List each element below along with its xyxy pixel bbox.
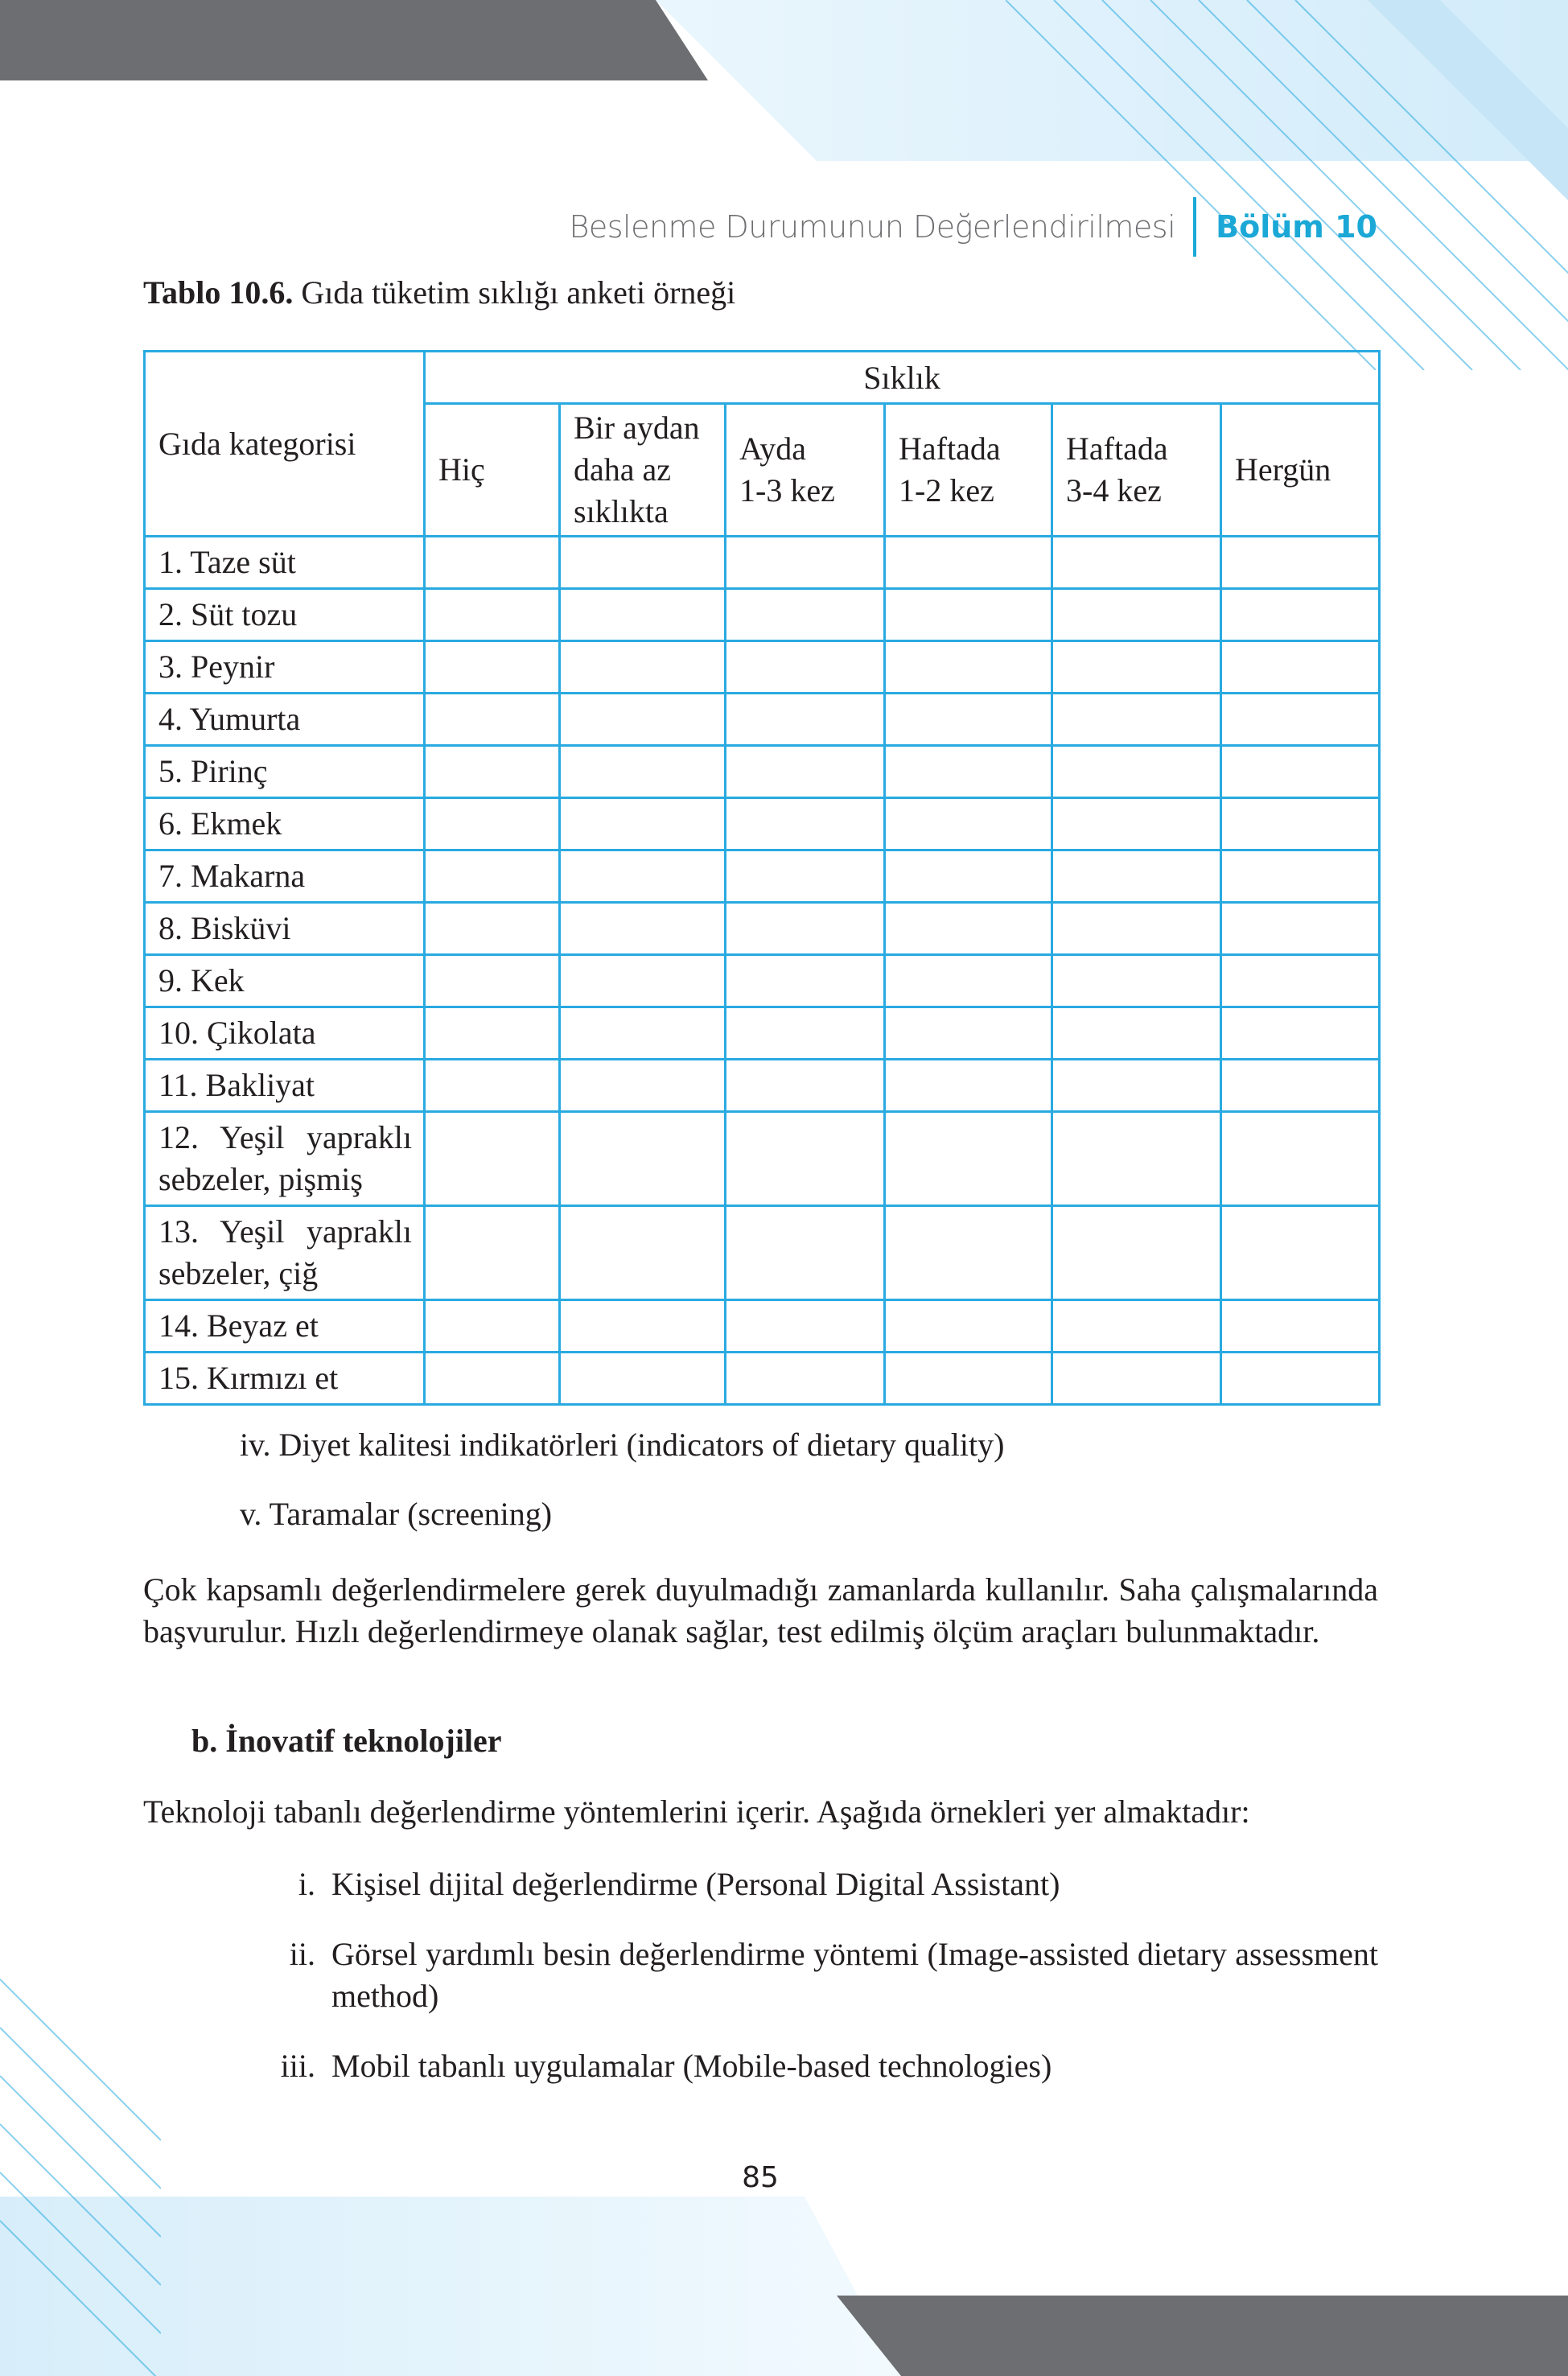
frequency-answer-cell — [1221, 641, 1380, 694]
food-category-cell: 6. Ekmek — [145, 798, 425, 850]
food-category-cell: 13. Yeşil yapraklı sebzeler, çiğ — [145, 1206, 425, 1300]
chapter-label — [1216, 209, 1377, 245]
food-category-cell: 5. Pirinç — [145, 746, 425, 798]
list-item-iv: iv. Diyet kalitesi indikatörleri (indicators of dietary quality) — [240, 1427, 1005, 1463]
food-category-cell: 4. Yumurta — [145, 694, 425, 746]
frequency-answer-cell — [726, 1206, 885, 1300]
frequency-answer-cell — [425, 1206, 560, 1300]
frequency-answer-cell — [885, 1007, 1052, 1060]
table-row — [145, 798, 1380, 850]
frequency-column-header: Hiç — [425, 404, 560, 537]
frequency-answer-cell — [1052, 955, 1221, 1007]
frequency-answer-cell — [885, 589, 1052, 641]
list-marker: ii. — [289, 1936, 315, 1972]
frequency-answer-cell — [425, 955, 560, 1007]
frequency-answer-cell — [425, 589, 560, 641]
frequency-answer-cell — [560, 903, 726, 955]
frequency-answer-cell — [1221, 798, 1380, 850]
frequency-answer-cell — [726, 589, 885, 641]
table-row — [145, 850, 1380, 903]
technology-list-item — [0, 2045, 1568, 2134]
frequency-answer-cell — [1221, 955, 1380, 1007]
frequency-answer-cell — [425, 537, 560, 589]
frequency-answer-cell — [726, 903, 885, 955]
chapter-word: Bölüm — [1216, 209, 1324, 245]
frequency-answer-cell — [726, 641, 885, 694]
frequency-answer-cell — [885, 746, 1052, 798]
paragraph-1: Çok kapsamlı değerlendirmelere gerek duyulmadığı zamanlarda kullanılır. Saha çalışmalarında başvurulur. Hızlı değerlendirmeye olanak sağlar, test edilmiş ölçüm araçları bulunmaktadır. — [143, 1571, 1378, 1649]
frequency-answer-cell — [1221, 903, 1380, 955]
food-category-cell: 15. Kırmızı et — [145, 1353, 425, 1405]
frequency-answer-cell — [726, 1112, 885, 1206]
top-dark-band — [0, 0, 708, 80]
frequency-answer-cell — [425, 1353, 560, 1405]
frequency-answer-cell — [560, 589, 726, 641]
table-row — [145, 1007, 1380, 1060]
table-row — [145, 1353, 1380, 1405]
frequency-answer-cell — [885, 798, 1052, 850]
frequency-answer-cell — [885, 1112, 1052, 1206]
frequency-answer-cell — [1052, 1300, 1221, 1353]
frequency-answer-cell — [885, 1300, 1052, 1353]
table-row — [145, 955, 1380, 1007]
frequency-answer-cell — [1221, 1007, 1380, 1060]
frequency-answer-cell — [1052, 798, 1221, 850]
frequency-answer-cell — [560, 746, 726, 798]
frequency-answer-cell — [425, 850, 560, 903]
frequency-answer-cell — [425, 746, 560, 798]
frequency-answer-cell — [1221, 1206, 1380, 1300]
frequency-answer-cell — [560, 1353, 726, 1405]
frequency-answer-cell — [726, 1007, 885, 1060]
table-row — [145, 903, 1380, 955]
section-title: Beslenme Durumunun Değerlendirilmesi — [569, 209, 1176, 245]
frequency-answer-cell — [1052, 1206, 1221, 1300]
list-item-v: v. Taramalar (screening) — [240, 1496, 553, 1532]
frequency-answer-cell — [425, 694, 560, 746]
frequency-answer-cell — [1221, 1112, 1380, 1206]
frequency-answer-cell — [885, 1206, 1052, 1300]
frequency-column-header: Haftada 1-2 kez — [885, 404, 1052, 537]
table-row — [145, 1300, 1380, 1353]
frequency-answer-cell — [560, 1300, 726, 1353]
bottom-light-band — [0, 2197, 901, 2376]
frequency-answer-cell — [1221, 694, 1380, 746]
frequency-answer-cell — [1052, 641, 1221, 694]
food-category-cell: 2. Süt tozu — [145, 589, 425, 641]
frequency-answer-cell — [885, 641, 1052, 694]
list-text: Kişisel dijital değerlendirme (Personal Digital Assistant) — [331, 1866, 1060, 1902]
frequency-answer-cell — [425, 903, 560, 955]
frequency-answer-cell — [726, 1060, 885, 1112]
frequency-answer-cell — [885, 955, 1052, 1007]
page-number: 85 — [742, 2161, 779, 2194]
table-caption-number: Tablo 10.6. — [143, 274, 294, 311]
heading-innovative-technologies: b. İnovatif teknolojiler — [191, 1723, 502, 1759]
frequency-answer-cell — [726, 1300, 885, 1353]
frequency-answer-cell — [425, 1300, 560, 1353]
frequency-answer-cell — [1052, 1007, 1221, 1060]
table-caption — [143, 274, 735, 311]
frequency-answer-cell — [1221, 589, 1380, 641]
table-caption-text: Gıda tüketim sıklığı anketi örneği — [301, 274, 736, 311]
table-row — [145, 537, 1380, 589]
frequency-answer-cell — [885, 694, 1052, 746]
frequency-answer-cell — [425, 641, 560, 694]
frequency-column-header: Ayda 1-3 kez — [726, 404, 885, 537]
frequency-answer-cell — [1052, 746, 1221, 798]
food-frequency-table — [143, 350, 1381, 1406]
frequency-answer-cell — [560, 1060, 726, 1112]
frequency-column-header: Hergün — [1221, 404, 1380, 537]
list-text: Görsel yardımlı besin değerlendirme yöntemi (Image-assisted dietary assessment method) — [331, 1936, 1378, 2014]
list-marker: iii. — [280, 2048, 315, 2084]
frequency-answer-cell — [1052, 1353, 1221, 1405]
food-category-cell: 12. Yeşil yapraklı sebzeler, pişmiş — [145, 1112, 425, 1206]
frequency-answer-cell — [425, 798, 560, 850]
frequency-answer-cell — [1052, 589, 1221, 641]
frequency-answer-cell — [1221, 537, 1380, 589]
header-divider — [1193, 197, 1196, 257]
frequency-answer-cell — [1221, 1060, 1380, 1112]
frequency-header-cell: Sıklık — [425, 352, 1380, 404]
table-header-row — [145, 352, 1380, 404]
table-row — [145, 1112, 1380, 1206]
frequency-answer-cell — [1221, 1300, 1380, 1353]
table-row — [145, 694, 1380, 746]
food-category-cell: 11. Bakliyat — [145, 1060, 425, 1112]
frequency-column-header: Bir aydan daha az sıklıkta — [560, 404, 726, 537]
frequency-answer-cell — [726, 694, 885, 746]
frequency-answer-cell — [1052, 1112, 1221, 1206]
table-row — [145, 1060, 1380, 1112]
frequency-answer-cell — [560, 641, 726, 694]
running-header — [569, 197, 1377, 257]
frequency-answer-cell — [560, 955, 726, 1007]
frequency-answer-cell — [560, 798, 726, 850]
frequency-answer-cell — [726, 537, 885, 589]
frequency-answer-cell — [726, 798, 885, 850]
frequency-answer-cell — [726, 955, 885, 1007]
food-category-cell: 8. Bisküvi — [145, 903, 425, 955]
frequency-answer-cell — [1221, 746, 1380, 798]
frequency-answer-cell — [425, 1060, 560, 1112]
frequency-answer-cell — [560, 1007, 726, 1060]
frequency-answer-cell — [1221, 850, 1380, 903]
frequency-answer-cell — [560, 537, 726, 589]
bottom-dark-band — [837, 2296, 1568, 2376]
frequency-answer-cell — [425, 1007, 560, 1060]
frequency-answer-cell — [1221, 1353, 1380, 1405]
frequency-answer-cell — [425, 1112, 560, 1206]
list-marker: i. — [298, 1866, 315, 1902]
food-category-cell: 7. Makarna — [145, 850, 425, 903]
list-text: Mobil tabanlı uygulamalar (Mobile-based technologies) — [331, 2048, 1052, 2084]
frequency-answer-cell — [885, 537, 1052, 589]
frequency-answer-cell — [560, 1112, 726, 1206]
frequency-column-header: Haftada 3-4 kez — [1052, 404, 1221, 537]
frequency-answer-cell — [560, 1206, 726, 1300]
paragraph-2: Teknoloji tabanlı değerlendirme yöntemlerini içerir. Aşağıda örnekleri yer almaktadır: — [143, 1793, 1250, 1830]
frequency-answer-cell — [726, 850, 885, 903]
frequency-answer-cell — [885, 903, 1052, 955]
food-category-cell: 3. Peynir — [145, 641, 425, 694]
frequency-answer-cell — [1052, 850, 1221, 903]
frequency-answer-cell — [885, 850, 1052, 903]
category-header-cell: Gıda kategorisi — [145, 352, 425, 537]
frequency-answer-cell — [885, 1353, 1052, 1405]
frequency-answer-cell — [1052, 694, 1221, 746]
table-row — [145, 746, 1380, 798]
frequency-answer-cell — [1052, 537, 1221, 589]
chapter-number: 10 — [1335, 209, 1377, 245]
food-category-cell: 9. Kek — [145, 955, 425, 1007]
frequency-answer-cell — [560, 850, 726, 903]
table-row — [145, 589, 1380, 641]
table-row — [145, 1206, 1380, 1300]
table-row — [145, 641, 1380, 694]
food-category-cell: 10. Çikolata — [145, 1007, 425, 1060]
frequency-answer-cell — [726, 746, 885, 798]
food-category-cell: 14. Beyaz et — [145, 1300, 425, 1353]
technology-list-item — [0, 1933, 1568, 2022]
frequency-answer-cell — [560, 694, 726, 746]
food-category-cell: 1. Taze süt — [145, 537, 425, 589]
frequency-answer-cell — [885, 1060, 1052, 1112]
frequency-answer-cell — [1052, 903, 1221, 955]
frequency-answer-cell — [1052, 1060, 1221, 1112]
frequency-answer-cell — [726, 1353, 885, 1405]
